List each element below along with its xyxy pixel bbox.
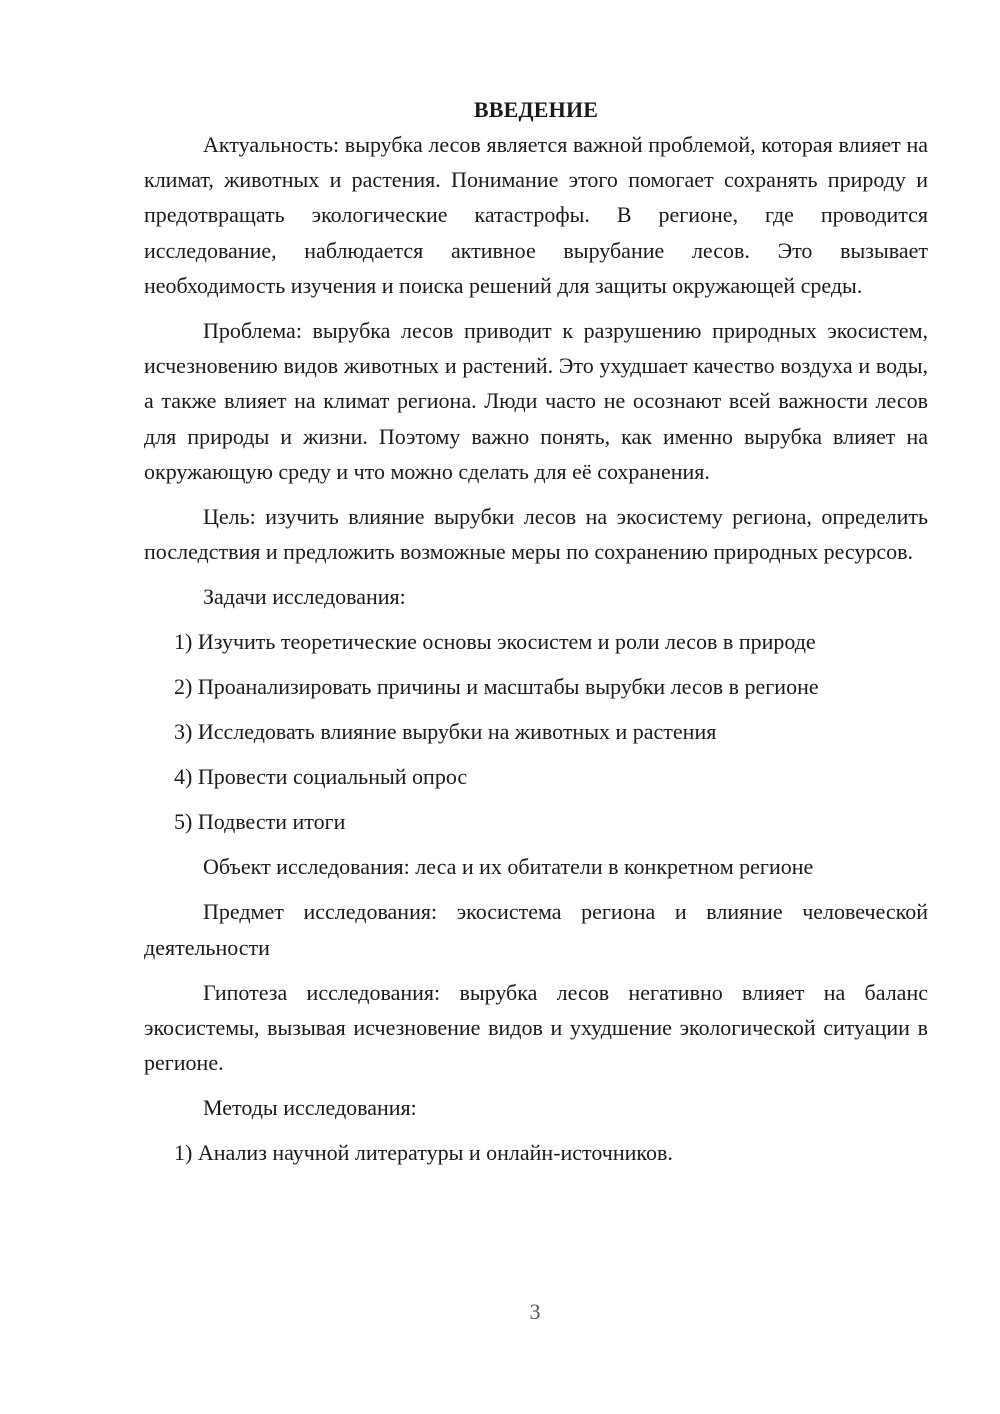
methods-list	[144, 1135, 928, 1170]
page-number: 3	[529, 1299, 541, 1324]
paragraph-relevance: Актуальность: вырубка лесов является важной проблемой, которая влияет на климат, животных и растения. Понимание этого помогает сохранять природу и предотвращать экологические катастрофы. В регионе, где проводится исследование, наблюдается активное вырубание лесов. Это вызывает необходимость изучения и поиска решений для защиты окружающей среды.	[144, 132, 928, 298]
methods-heading: Методы исследования:	[203, 1095, 417, 1121]
paragraph-problem: Проблема: вырубка лесов приводит к разрушению природных экосистем, исчезновению видов животных и растений. Это ухудшает качество воздуха и воды, а также влияет на климат региона. Люди часто не осознают всей важности лесов для природы и жизни. Поэтому важно понять, как именно вырубка влияет на окружающую среду и что можно сделать для её сохранения.	[144, 318, 928, 484]
paragraph-hypothesis: Гипотеза исследования: вырубка лесов негативно влияет на баланс экосистемы, вызывая исчезновение видов и ухудшение экологической ситуации в регионе.	[144, 979, 928, 1076]
page-content	[144, 92, 928, 1180]
task-item-3: 3) Исследовать влияние вырубки на животных и растения	[174, 719, 717, 745]
section-title: ВВЕДЕНИЕ	[473, 97, 599, 122]
task-item-5: 5) Подвести итоги	[174, 809, 346, 835]
paragraph-subject: Предмет исследования: экосистема региона и влияние человеческой деятельности	[144, 899, 928, 960]
task-item-1: 1) Изучить теоретические основы экосистем и роли лесов в природе	[174, 629, 816, 655]
task-item-2: 2) Проанализировать причины и масштабы вырубки лесов в регионе	[174, 674, 819, 700]
task-item-4: 4) Провести социальный опрос	[174, 764, 468, 790]
tasks-heading: Задачи исследования:	[203, 584, 406, 610]
paragraph-object: Объект исследования: леса и их обитатели в конкретном регионе	[203, 854, 814, 880]
paragraph-goal: Цель: изучить влияние вырубки лесов на экосистему региона, определить последствия и предложить возможные меры по сохранению природных ресурсов.	[144, 504, 928, 565]
tasks-list	[144, 624, 928, 839]
method-item-1: 1) Анализ научной литературы и онлайн-источников.	[174, 1140, 673, 1166]
